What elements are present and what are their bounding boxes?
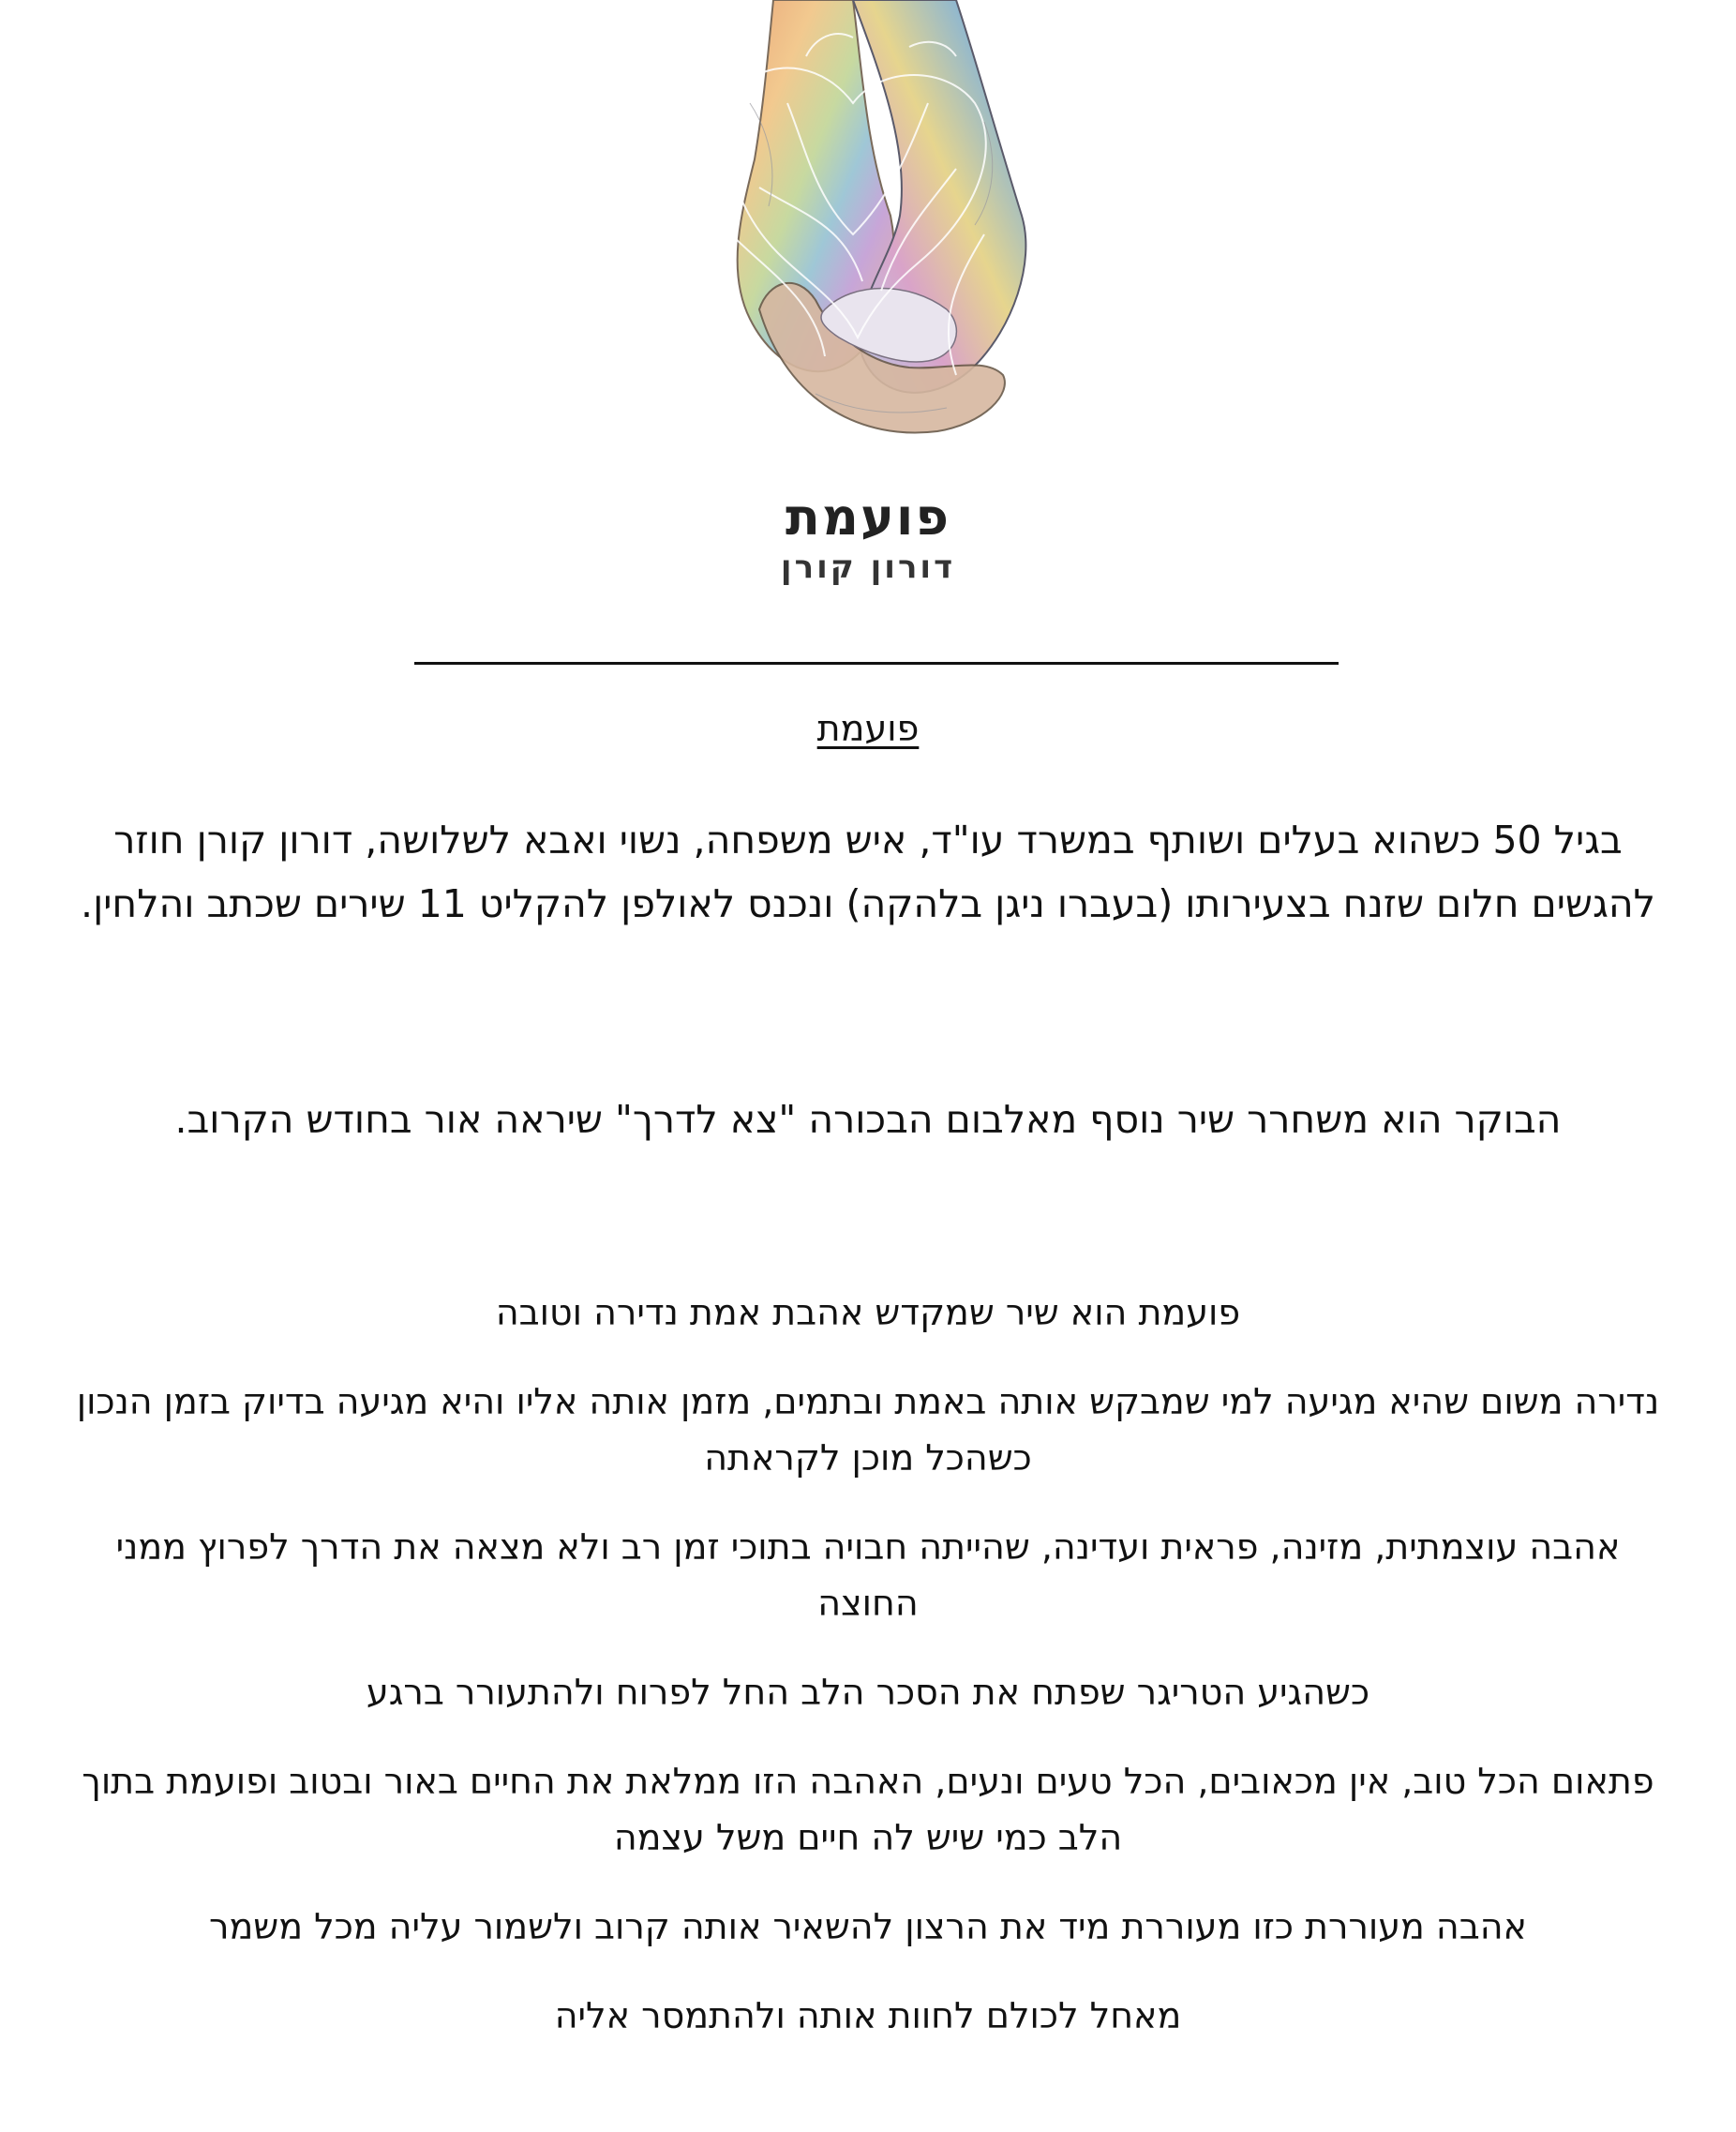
cover-artist: דורון קורן	[780, 548, 956, 586]
cover-artwork	[675, 0, 1087, 459]
song-heading-text: פועמת	[816, 708, 920, 749]
description-line: פתאום הכל טוב, אין מכאובים, הכל טעים ונעים, האהבה הזו ממלאת את החיים באור ובטוב ופועמת בתוך הלב כמי שיש לה חיים משל עצמה	[82, 1761, 1654, 1858]
description-line: אהבה עוצמתית, מזינה, פראית ועדינה, שהייתה חבויה בתוכי זמן רב ולא מצאה את הדרך לפרוץ ממני החוצה	[115, 1526, 1621, 1624]
description-line: אהבה מעוררת כזו מעוררת מיד את הרצון להשאיר אותה קרוב ולשמור עליה מכל משמר	[209, 1906, 1527, 1947]
intro-paragraph: בגיל 50 כשהוא בעלים ושותף במשרד עו"ד, איש משפחה, נשוי ואבא לשלושה, דורון קורן חוזר להגשים חלום שזנח בצעירותו (בעברו ניגן בלהקה) ונכנס לאולפן להקליט 11 שירים שכתב והלחין.	[81, 818, 1655, 926]
description-line: נדירה משום שהיא מגיעה למי שמבקש אותה באמת ובתמים, מזמן אותה אליו והיא מגיעה בדיוק בזמן הנכון כשהכל מוכן לקראתה	[76, 1381, 1660, 1479]
announcement-paragraph: הבוקר הוא משחרר שיר נוסף מאלבום הבכורה "צא לדרך" שיראה אור בחודש הקרוב.	[174, 1097, 1562, 1142]
description-line: פועמת הוא שיר שמקדש אהבת אמת נדירה וטובה	[495, 1292, 1241, 1333]
song-description	[66, 1284, 1670, 2077]
song-heading	[0, 708, 1736, 751]
description-line: מאחל לכולם לחוות אותה ולהתמסר אליה	[554, 1995, 1182, 2036]
description-line: כשהגיע הטריגר שפתח את הסכר הלב החל לפרוח ולהתעורר ברגע	[366, 1672, 1370, 1713]
divider	[414, 662, 1339, 665]
cover-title: פועמת	[786, 488, 950, 547]
